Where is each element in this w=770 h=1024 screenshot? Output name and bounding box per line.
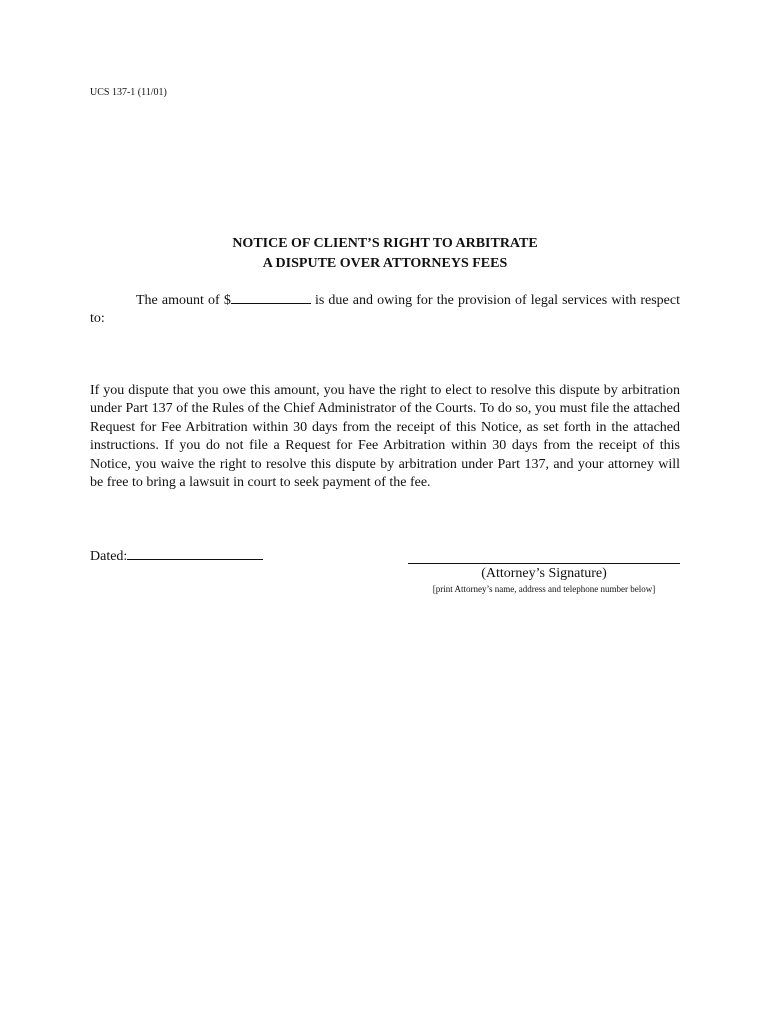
dated-blank-field[interactable] — [127, 547, 263, 560]
amount-text-after: is due and owing for the provision of legal services with respect to: — [90, 293, 681, 327]
amount-text-before: The amount of $ — [136, 293, 231, 308]
dated-label: Dated: — [90, 549, 128, 564]
attorney-signature-label: (Attorney’s Signature) — [481, 566, 607, 581]
attorney-signature-line[interactable] — [408, 563, 680, 564]
dispute-paragraph: If you dispute that you owe this amount, you have the right to elect to resolve this dispute by arbitration under Part 137 of the Rules of the Chief Administrator of the Courts. To do so, you must file the attached Request for Fee Arbitration within 30 days from the receipt of this Notice, as set forth in the attached instructions. If you do not file a Request for Fee Arbitration within 30 days from the receipt of this Notice, you waive the right to resolve this dispute by arbitration under Part 137, and your attorney will be free to bring a lawsuit in court to seek payment of the fee. — [90, 383, 680, 491]
dated-row — [90, 547, 263, 565]
amount-blank-field[interactable] — [231, 291, 311, 304]
amount-paragraph — [90, 291, 680, 329]
attorney-signature-note: [print Attorney’s name, address and telephone number below] — [432, 584, 656, 594]
document-title-line-2: A DISPUTE OVER ATTORNEYS FEES — [262, 256, 508, 271]
document-title-line-1: NOTICE OF CLIENT’S RIGHT TO ARBITRATE — [232, 236, 538, 251]
form-code: UCS 137-1 (11/01) — [90, 87, 167, 98]
